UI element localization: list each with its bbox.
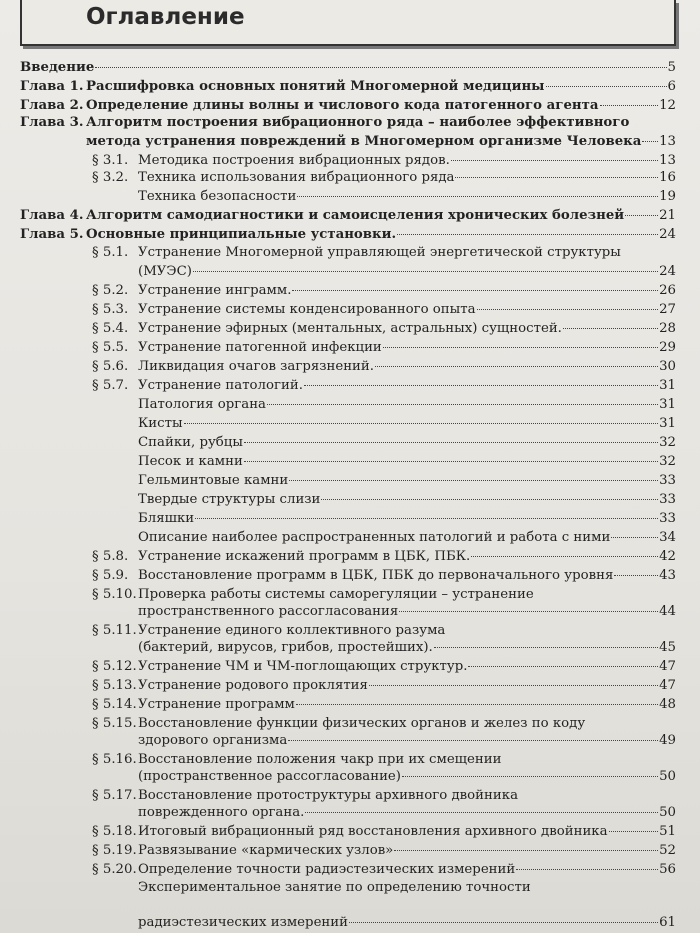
toc-entry-title: пространственного рассогласования [138, 604, 399, 619]
toc-entry[interactable] [92, 696, 676, 713]
toc-entry[interactable] [92, 842, 676, 859]
toc-entry[interactable] [92, 715, 676, 732]
toc-page-number: 34 [659, 530, 676, 545]
toc-section-number: § 5.10. [92, 587, 137, 602]
toc-section-number: § 5.20. [92, 862, 137, 877]
toc-page-number: 47 [659, 678, 676, 693]
toc-page-number: 49 [659, 733, 676, 748]
toc-page-number: 28 [659, 321, 676, 336]
toc-entry[interactable] [92, 751, 676, 768]
dot-leader [349, 922, 658, 923]
toc-entry[interactable] [92, 358, 676, 375]
dot-leader [451, 160, 658, 161]
toc-page-number: 32 [659, 454, 676, 469]
toc-section-number: § 5.13. [92, 678, 137, 693]
dot-leader [397, 234, 658, 235]
dot-leader [297, 196, 658, 197]
toc-section-number: § 5.11. [92, 623, 137, 638]
toc-entry[interactable] [20, 226, 676, 243]
toc-page-number: 42 [659, 549, 676, 564]
toc-entry[interactable] [92, 658, 676, 675]
toc-entry[interactable] [92, 301, 676, 318]
toc-entry[interactable] [138, 639, 676, 656]
toc-entry-title: Алгоритм самодиагностики и самоисцеления хронических болезней [86, 208, 625, 223]
dot-leader [546, 86, 667, 87]
dot-leader [468, 666, 658, 667]
toc-entry[interactable] [92, 320, 676, 337]
toc-entry-title: Устранение родового проклятия [138, 678, 368, 693]
toc-entry-title: Устранение патологий. [138, 378, 303, 393]
toc-page-number: 61 [659, 915, 676, 930]
toc-entry[interactable] [92, 244, 676, 261]
toc-page-number: 6 [667, 79, 676, 94]
toc-entry[interactable] [92, 339, 676, 356]
toc-entry-title: Устранение эфирных (ментальных, астральных) сущностей. [138, 321, 562, 336]
toc-entry[interactable] [138, 396, 676, 413]
dot-leader [455, 177, 658, 178]
toc-section-number: § 5.3. [92, 302, 129, 317]
toc-page-number: 5 [667, 60, 676, 75]
dot-leader [563, 328, 658, 329]
toc-page-number: 33 [659, 473, 676, 488]
toc-page-number: 56 [659, 862, 676, 877]
toc-entry[interactable] [20, 59, 676, 76]
toc-entry[interactable] [92, 567, 676, 584]
toc-entry-title: Патология органа [138, 397, 266, 412]
toc-section-number: § 5.2. [92, 283, 129, 298]
toc-entry[interactable] [92, 823, 676, 840]
toc-entry-title: Восстановление положения чакр при их смещении [138, 752, 502, 767]
dot-leader [625, 215, 658, 216]
toc-entry[interactable] [20, 207, 676, 224]
toc-entry-title: Определение точности радиэстезических измерений [138, 862, 516, 877]
toc-section-number: § 5.4. [92, 321, 129, 336]
toc-entry[interactable] [92, 586, 676, 603]
toc-entry[interactable] [86, 133, 676, 150]
toc-entry-title: Песок и камни [138, 454, 243, 469]
dot-leader [471, 556, 658, 557]
toc-entry-title: Восстановление функции физических органов и желез по коду [138, 716, 586, 731]
toc-entry-title: Итоговый вибрационный ряд восстановления архивного двойника [138, 824, 608, 839]
dot-leader [244, 442, 658, 443]
toc-chapter-label: Введение [20, 60, 95, 75]
toc-entry-title: Устранение ЧМ и ЧМ-поглощающих структур. [138, 659, 468, 674]
toc-entry-title: Устранение программ [138, 697, 295, 712]
toc-entry[interactable] [92, 787, 676, 804]
toc-entry-title: Описание наиболее распространенных патологий и работа с ними [138, 530, 611, 545]
toc-page-number: 47 [659, 659, 676, 674]
toc-entry-title: Гельминтовые камни [138, 473, 289, 488]
toc-entry-title: Методика построения вибрационных рядов. [138, 153, 450, 168]
toc-page-number: 43 [659, 568, 676, 583]
toc-entry-title: (пространственное рассогласование) [138, 769, 401, 784]
toc-entry[interactable] [138, 453, 676, 470]
toc-page-number: 27 [659, 302, 676, 317]
toc-page-number: 31 [659, 397, 676, 412]
toc-chapter-label: Глава 5. [20, 227, 84, 242]
dot-leader [609, 831, 659, 832]
toc-entry[interactable] [92, 622, 676, 639]
dot-leader [600, 105, 659, 106]
toc-entry-title: Проверка работы системы саморегуляции – устранение [138, 587, 534, 602]
toc-entry[interactable] [138, 914, 676, 931]
toc-entry[interactable] [92, 377, 676, 394]
toc-page-number: 12 [659, 98, 676, 113]
dot-leader [95, 67, 666, 68]
toc-page-number: 50 [659, 805, 676, 820]
toc-page-number: 44 [659, 604, 676, 619]
toc-chapter-label: Глава 1. [20, 79, 84, 94]
toc-section-number: § 5.5. [92, 340, 129, 355]
toc-entry-title: Алгоритм построения вибрационного ряда – наиболее эффективного [86, 115, 630, 130]
toc-chapter-label: Глава 4. [20, 208, 84, 223]
toc-section-number: § 5.7. [92, 378, 129, 393]
toc-entry-title: Кисты [138, 416, 183, 431]
toc-entry-title: Устранение единого коллективного разума [138, 623, 446, 638]
toc-entry-title: метода устранения повреждений в Многомерном организме Человека [86, 134, 642, 149]
toc-page-number: 52 [659, 843, 676, 858]
dot-leader [614, 575, 658, 576]
toc-page-number: 24 [659, 227, 676, 242]
toc-page-number: 31 [659, 378, 676, 393]
toc-section-number: § 3.1. [92, 153, 129, 168]
page-title: Оглавление [86, 4, 245, 30]
toc-entry-title: Расшифровка основных понятий Многомерной медицины [86, 79, 545, 94]
toc-section-number: § 5.1. [92, 245, 129, 260]
toc-section-number: § 5.19. [92, 843, 137, 858]
toc-entry[interactable] [92, 282, 676, 299]
toc-page-number: 16 [659, 170, 676, 185]
toc-entry-title: Устранение инграмм. [138, 283, 292, 298]
toc-section-number: § 5.15. [92, 716, 137, 731]
dot-leader [477, 309, 659, 310]
toc-page-number: 31 [659, 416, 676, 431]
toc-page-number: 21 [659, 208, 676, 223]
toc-entry[interactable] [138, 804, 676, 821]
toc-entry-title: Ликвидация очагов загрязнений. [138, 359, 375, 374]
toc-entry[interactable] [138, 879, 676, 896]
toc-entry-title: Техника безопасности [138, 189, 297, 204]
toc-entry-title: Устранение системы конденсированного опыта [138, 302, 476, 317]
toc-entry[interactable] [138, 434, 676, 451]
toc-entry[interactable] [92, 169, 676, 186]
toc-entry-title: Бляшки [138, 511, 195, 526]
toc-section-number: § 5.17. [92, 788, 137, 803]
toc-page-number: 13 [659, 134, 676, 149]
toc-section-number: § 5.6. [92, 359, 129, 374]
toc-entry[interactable] [92, 152, 676, 169]
toc-section-number: § 5.8. [92, 549, 129, 564]
toc-entry-title: Спайки, рубцы [138, 435, 243, 450]
toc-section-number: § 3.2. [92, 170, 129, 185]
toc-section-number: § 5.18. [92, 824, 137, 839]
dot-leader [193, 271, 658, 272]
dot-leader [184, 423, 659, 424]
toc-entry[interactable] [138, 732, 676, 749]
dot-leader [304, 385, 658, 386]
toc-entry-title: Определение длины волны и числового кода патогенного агента [86, 98, 599, 113]
dot-leader [383, 347, 658, 348]
toc-entry[interactable] [138, 491, 676, 508]
toc-entry[interactable] [138, 263, 676, 280]
toc-entry[interactable] [138, 472, 676, 489]
toc-entry[interactable] [92, 861, 676, 878]
toc-entry-title: поврежденного органа. [138, 805, 305, 820]
toc-entry-title: Твердые структуры слизи [138, 492, 321, 507]
dot-leader [195, 518, 658, 519]
toc-section-number: § 5.9. [92, 568, 129, 583]
toc-entry[interactable] [20, 114, 676, 131]
toc-entry[interactable] [138, 510, 676, 527]
dot-leader [321, 499, 658, 500]
toc-entry[interactable] [20, 78, 676, 95]
toc-entry[interactable] [92, 677, 676, 694]
dot-leader [394, 850, 658, 851]
toc-entry-title: здорового организма [138, 733, 288, 748]
dot-leader [288, 740, 658, 741]
toc-entry-title: радиэстезических измерений [138, 915, 349, 930]
toc-page-number: 26 [659, 283, 676, 298]
toc-page-number: 51 [659, 824, 676, 839]
toc-page-number: 30 [659, 359, 676, 374]
dot-leader [402, 776, 658, 777]
toc-page-number: 50 [659, 769, 676, 784]
toc-entry-title: Восстановление протоструктуры архивного двойника [138, 788, 518, 803]
toc-entry[interactable] [138, 188, 676, 205]
dot-leader [369, 685, 658, 686]
toc-page-number: 45 [659, 640, 676, 655]
toc-entry-title: Устранение искажений программ в ЦБК, ПБК. [138, 549, 471, 564]
toc-page-number: 33 [659, 511, 676, 526]
toc-page-number: 19 [659, 189, 676, 204]
toc-page-number: 24 [659, 264, 676, 279]
toc-entry-title: Основные принципиальные установки. [86, 227, 397, 242]
toc-entry-title: Экспериментальное занятие по определению точности [138, 880, 531, 895]
toc-entry[interactable] [138, 529, 676, 546]
toc-entry[interactable] [138, 603, 676, 620]
dot-leader [292, 290, 658, 291]
toc-page-number: 29 [659, 340, 676, 355]
toc-entry-title: Восстановление программ в ЦБК, ПБК до первоначального уровня [138, 568, 614, 583]
toc-entry-title: Техника использования вибрационного ряда [138, 170, 455, 185]
toc-chapter-label: Глава 3. [20, 115, 84, 130]
dot-leader [399, 611, 658, 612]
dot-leader [611, 537, 658, 538]
toc-entry-title: Устранение Многомерной управляющей энергетической структуры [138, 245, 621, 260]
dot-leader [267, 404, 658, 405]
toc-entry[interactable] [20, 97, 676, 114]
toc-section-number: § 5.14. [92, 697, 137, 712]
toc-entry[interactable] [138, 415, 676, 432]
toc-entry-title: Развязывание «кармических узлов» [138, 843, 394, 858]
dot-leader [516, 869, 658, 870]
toc-page-number: 13 [659, 153, 676, 168]
toc-section-number: § 5.16. [92, 752, 137, 767]
dot-leader [296, 704, 658, 705]
toc-entry-title: (бактерий, вирусов, грибов, простейших). [138, 640, 433, 655]
toc-entry[interactable] [138, 768, 676, 785]
toc-chapter-label: Глава 2. [20, 98, 84, 113]
dot-leader [375, 366, 658, 367]
toc-entry[interactable] [92, 548, 676, 565]
toc-page-number: 32 [659, 435, 676, 450]
dot-leader [305, 812, 658, 813]
dot-leader [289, 480, 658, 481]
toc-page-number: 33 [659, 492, 676, 507]
toc-section-number: § 5.12. [92, 659, 137, 674]
toc-entry-title: Устранение патогенной инфекции [138, 340, 382, 355]
dot-leader [244, 461, 658, 462]
toc-page-number: 48 [659, 697, 676, 712]
dot-leader [642, 141, 658, 142]
toc-entry-title: (МУЭС) [138, 264, 192, 279]
dot-leader [434, 647, 658, 648]
